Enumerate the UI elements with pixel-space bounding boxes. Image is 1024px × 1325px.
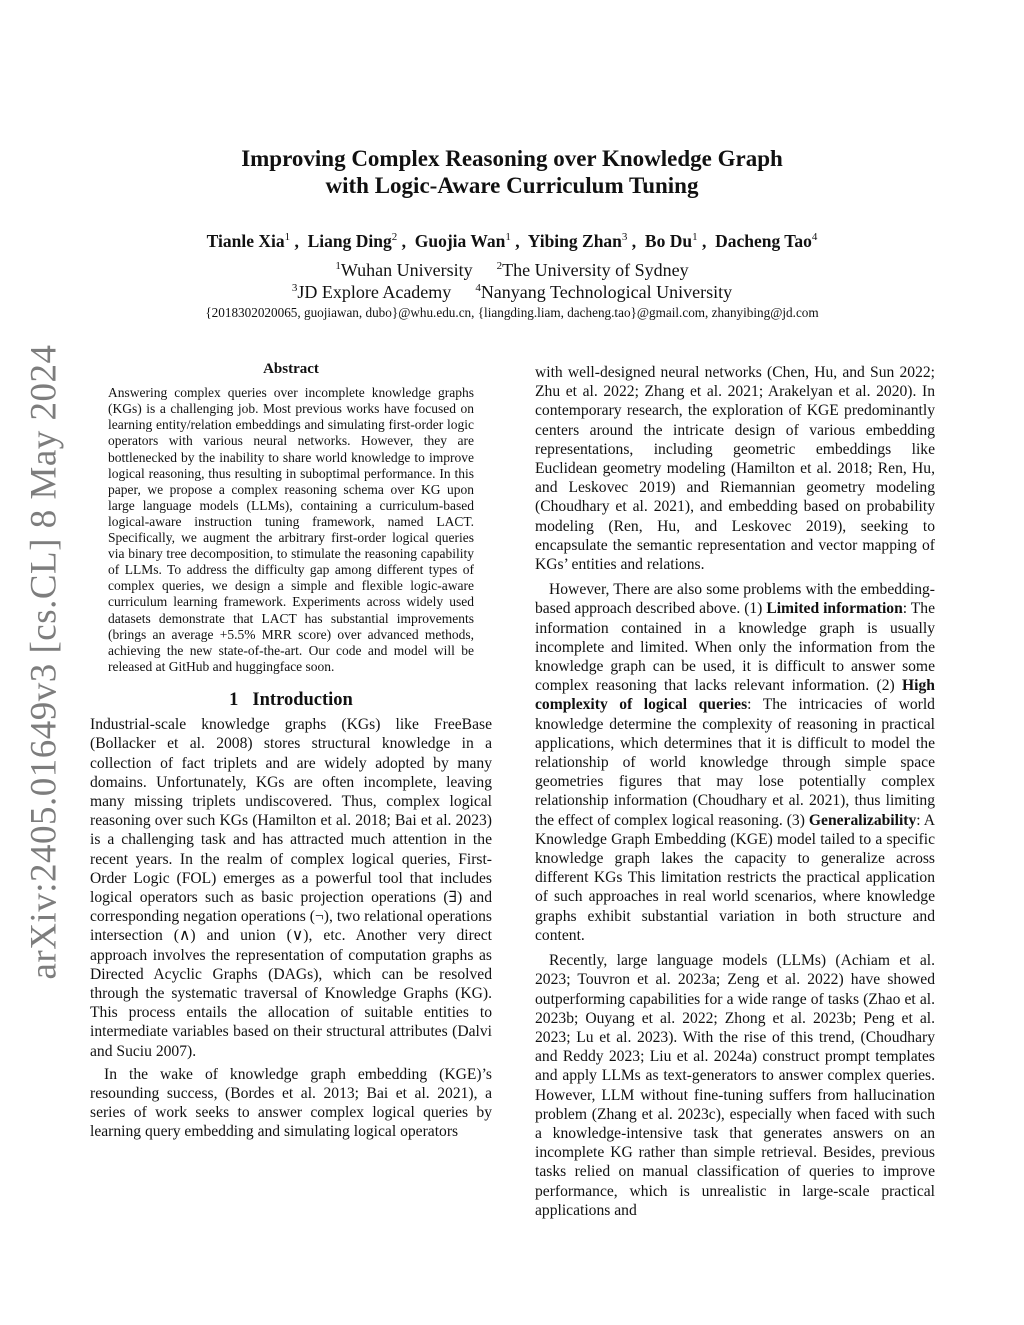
author-affiliation-mark: 3 bbox=[621, 231, 628, 243]
paragraph-text: : The information contained in a knowledge graph is usually incomplete and limited. When only the information from the knowledge graph can be used, it is difficult to answer some complex reasoning that lacks relevant information. (2) bbox=[535, 600, 935, 695]
author-affiliation-mark: 4 bbox=[811, 231, 818, 243]
intro-paragraph-1: Industrial-scale knowledge graphs (KGs) like FreeBase (Bollacker et al. 2008) stores structural knowledge in a collection of fact triplets and are widely adopted by many domains. Unfortunately, KGs are often incomplete, leaving many missing triplets undiscovered. Thus, complex logical reasoning over such KGs (Hamilton et al. 2018; Bai et al. 2023) is a challenging task and has attracted much attention in the recent years. In the realm of complex logical queries, First-Order Logic (FOL) emerges as a powerful tool that includes logical operators such as basic projection operations (∃) and corresponding negation operations (¬), two relational operations intersection (∧) and union (∨), etc. Another very direct approach involves the representation of computation graphs as Directed Acyclic Graphs (DAGs), which can be resolved through the systematic traversal of Knowledge Graphs (KG). This process entails the allocation of suitable entities to intermediate variables based on their structural attributes (Dalvi and Suciu 2007). bbox=[90, 716, 492, 1060]
author-name: Dacheng Tao bbox=[715, 230, 812, 251]
bold-term-limited-information: Limited information bbox=[766, 600, 903, 618]
affiliation-name: The University of Sydney bbox=[502, 260, 689, 280]
affiliation-number: 1 bbox=[335, 260, 341, 272]
bold-term-high-complexity: High complexity of logical queries bbox=[535, 677, 935, 714]
abstract-heading: Abstract bbox=[263, 361, 319, 377]
title-line-2: with Logic-Aware Curriculum Tuning bbox=[325, 173, 699, 198]
section-number: 1 bbox=[229, 689, 239, 710]
paper-title bbox=[100, 145, 924, 199]
body-paragraph-llms: Recently, large language models (LLMs) (Achiam et al. 2023; Touvron et al. 2023a; Zeng et al. 2022) have showed outperforming capabilities for a wide range of tasks (Zhao et al. 2023b; Ouyang et al. 2022; Zhong et al. 2023b; Peng et al. 2023; Lu et al. 2023). With the rise of this trend, (Choudhary and Reddy 2023; Liu et al. 2024a) construct prompt templates and apply LLMs as text-generators to answer complex queries. However, LLM without fine-tuning suffers from hallucination problem (Zhang et al. 2023c), especially when faced with such a knowledge-intensive task that generates answers on an incomplete KG rather than simple retrieval. Besides, previous tasks relied on manual classification of queries to improve performance, which is unrealistic in large-scale practical applications and bbox=[535, 952, 935, 1219]
author-affiliation-mark: 2 bbox=[391, 231, 398, 243]
arxiv-identifier-stamp: arXiv:2405.01649v3 [cs.CL] 8 May 2024 bbox=[23, 344, 65, 980]
section-title: Introduction bbox=[252, 689, 353, 710]
body-paragraph-problems bbox=[535, 580, 935, 945]
author-name: Bo Du bbox=[644, 230, 693, 251]
bold-term-generalizability: Generalizability bbox=[808, 811, 917, 829]
author-affiliation-mark: 1 bbox=[692, 231, 698, 243]
author-name: Guojia Wan bbox=[414, 230, 506, 251]
author-name: Liang Ding bbox=[307, 230, 392, 251]
author-affiliation-mark: 1 bbox=[505, 231, 511, 243]
intro-paragraph-2: In the wake of knowledge graph embedding (KGE)’s resounding success, (Bordes et al. 2013; Bai et al. 2021), a series of work seeks to answer complex logical queries by learning query embedding and simulating logical operators bbox=[90, 1065, 492, 1141]
section-heading-introduction bbox=[90, 691, 492, 710]
paragraph-text: However, There are also some problems with the embedding-based approach described above. (1) bbox=[535, 581, 935, 618]
affiliation-name: Nanyang Technological University bbox=[480, 282, 733, 302]
left-column bbox=[90, 360, 492, 1142]
abstract-text: Answering complex queries over incomplete knowledge graphs (KGs) is a challenging job. Most previous works have focused on learning entity/relation embeddings and simulating first-order logic operators with various neural networks. However, they are bottlenecked by the inability to share world knowledge to improve logical reasoning, thus resulting in suboptimal performance. In this paper, we propose a complex reasoning schema over KG upon large language models (LLMs), containing a curriculum-based logical-aware instruction tuning framework, named LACT. Specifically, we augment the arbitrary first-order logical queries via binary tree decomposition, to stimulate the reasoning capability of LLMs. To address the difficulty gap among different types of complex queries, we design a simple and flexible logic-aware curriculum learning framework. Experiments across widely used datasets demonstrate that LACT has substantial improvements (brings an average +5.5% MRR score) over advanced methods, achieving the new state-of-the-art. Our code and model will be released at GitHub and huggingface soon. bbox=[108, 385, 474, 674]
affiliation-number: 2 bbox=[496, 260, 503, 272]
affiliation-name: Wuhan University bbox=[340, 260, 473, 280]
title-line-1: Improving Complex Reasoning over Knowledge Graph bbox=[241, 146, 783, 171]
paragraph-text: : The intricacies of world knowledge determine the complexity of reasoning in practical applications, which determines that it is difficult to model the relationship of world knowledge through simple space geometries figures that may lose potentially complex relationship information (Choudhary et al. 2021), thus limiting the effect of complex logical reasoning. (3) bbox=[535, 696, 935, 829]
paragraph-text: : A Knowledge Graph Embedding (KGE) model tailed to a specific knowledge graph lakes the capacity to generalize across different KGs This limitation restricts the practical application of such approaches in real world scenarios, where knowledge graphs exhibit substantial variation in both structure and content. bbox=[535, 811, 936, 944]
author-name: Yibing Zhan bbox=[527, 230, 622, 251]
author-affiliation-mark: 1 bbox=[284, 231, 291, 243]
author-name: Tianle Xia bbox=[206, 230, 285, 251]
affiliation-number: 4 bbox=[475, 282, 481, 294]
author-emails: {2018302020065, guojiawan, dubo}@whu.edu.cn, {liangding.liam, dacheng.tao}@gmail.com, zhanyibing@jd.com bbox=[205, 305, 819, 320]
affiliation-line-2 bbox=[100, 277, 924, 303]
affiliation-name: JD Explore Academy bbox=[297, 282, 452, 302]
author-list: Tianle Xia$^1$ , Liang Ding$^2$ , Guojia Wan$^1$ , Yibing Zhan$^3$ , Bo Du$^1$ , Dacheng Tao$^4$ bbox=[206, 230, 818, 251]
right-column bbox=[535, 363, 935, 1220]
affiliation-number: 3 bbox=[291, 282, 298, 294]
body-paragraph-continued: with well-designed neural networks (Chen, Hu, and Sun 2022; Zhu et al. 2022; Zhang et al. 2021; Arakelyan et al. 2020). In contemporary research, the exploration of KGE predominantly centers around the intricate design of various embedding representations, including geometric embeddings like Euclidean geometry modeling (Hamilton et al. 2018; Ren, Hu, and Leskovec 2019) and Riemannian geometry modeling (Choudhary et al. 2021), and embedding based on probability modeling (Ren, Hu, and Leskovec 2019), seeking to encapsulate the semantic representation and vector mapping of KGs’ entities and relations. bbox=[535, 364, 935, 574]
